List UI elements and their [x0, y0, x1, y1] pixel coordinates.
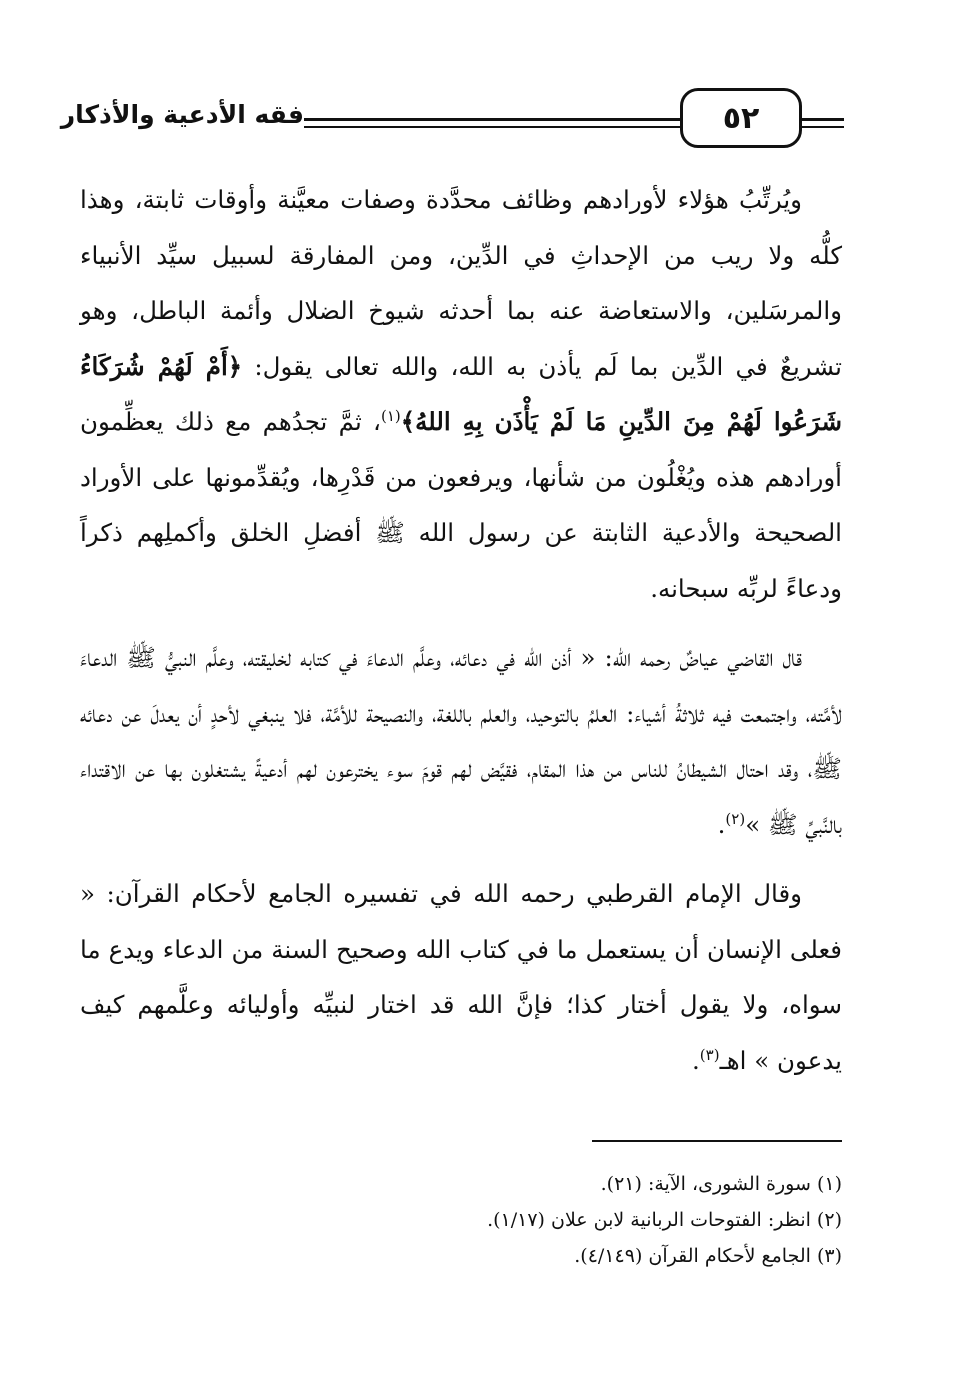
footnote-2: (٢) انظر: الفتوحات الربانية لابن علان (١/١٧).: [487, 1209, 842, 1231]
paragraph-1: [80, 172, 842, 616]
footnote-1: (١) سورة الشورى، الآية: (٢١).: [600, 1173, 842, 1195]
paragraph-3-text: وقال الإمام القرطبي رحمه الله في تفسيره الجامع لأحكام القرآن: « فعلى الإنسان أن يستعمل ما في كتاب الله وصحيح السنة من الدعاء ويدع ما سواه، ولا يقول أختار كذا؛ فإنَّ الله قد اختار لنبيِّه وأوليائه وعلَّمهم كيف يدعون » اهـ: [80, 879, 842, 1075]
paragraph-1-text-a: ويُرتِّبُ هؤلاء لأورادهم وظائف محدَّدة وصفات معيَّنة وأوقات ثابتة، وهذا كلُّه ولا ريب من الإحداثِ في الدِّين، ومن المفارقة لسبيل سيِّد الأنبياء والمرسَلين، والاستعاضة عنه بما أحدثه شيوخ الضلال وأئمة الباطل، وهو تشريعٌ في الدِّين بما لَم يأذن به الله، والله تعالى يقول:: [80, 185, 842, 381]
running-book-title: فقه الأدعية والأذكار: [60, 100, 304, 129]
paragraph-3: [80, 866, 842, 1088]
paragraph-3-end: .: [692, 1045, 700, 1075]
header-rule-left: [304, 118, 682, 121]
footnote-ref-3: (٣): [699, 1045, 720, 1064]
paragraph-2: [80, 630, 842, 852]
footnote-3: (٣) الجامع لأحكام القرآن (٤/١٤٩).: [574, 1245, 842, 1267]
page-number-box: [680, 88, 802, 148]
paragraph-2-end: .: [717, 809, 726, 839]
quran-verse: ﴿أَمْ لَهُمْ شُرَكَاءُ شَرَعُوا لَهُمْ مِنَ الدِّينِ مَا لَمْ يَأْذَن بِهِ اللهُ﴾: [80, 351, 842, 436]
paragraph-1-text-b: ، ثمَّ تجدُهم مع ذلك يعظِّمون أورادهم هذه ويُغْلُون من شأنها، ويرفعون من قَدْرِها، ويُقدِّمونها على الأوراد الصحيحة والأدعية الثابتة عن رسول الله ﷺ أفضلِ الخلق وأكملِهم ذكراً ودعاءً لربِّه سبحانه.: [80, 407, 842, 603]
header-rule-left-thin: [304, 126, 682, 128]
paragraph-2-text: قال القاضي عياضٌ رحمه الله: « أذن الله في دعائه، وعلَّم الدعاءَ في كتابه لخليقته، وعلَّم النبيُّ ﷺ الدعاءَ لأمَّته، واجتمعت فيه ثلاثةُ أشياء: العلمُ بالتوحيد، والعلم باللغة، والنصيحة للأمَّة، فلا ينبغي لأحدٍ أن يعدلَ عن دعائه ﷺ، وقد احتال الشيطانُ للناس من هذا المقام، فقيَّض لهم قومَ سوء يخترعون لهم أدعيةً يشتغلون بها عن الاقتداء بالنَّبيِّ ﷺ »: [80, 643, 842, 839]
footnote-separator: [592, 1140, 842, 1142]
header-rule-right: [800, 118, 844, 121]
footnote-ref-1: (١): [380, 406, 401, 425]
footnotes: [80, 1166, 842, 1274]
footnote-ref-2: (٢): [725, 809, 746, 828]
main-text: [80, 172, 842, 1088]
page-header: [60, 88, 844, 158]
header-rule-right-thin: [800, 126, 844, 128]
page-number: ٥٢: [722, 100, 760, 136]
